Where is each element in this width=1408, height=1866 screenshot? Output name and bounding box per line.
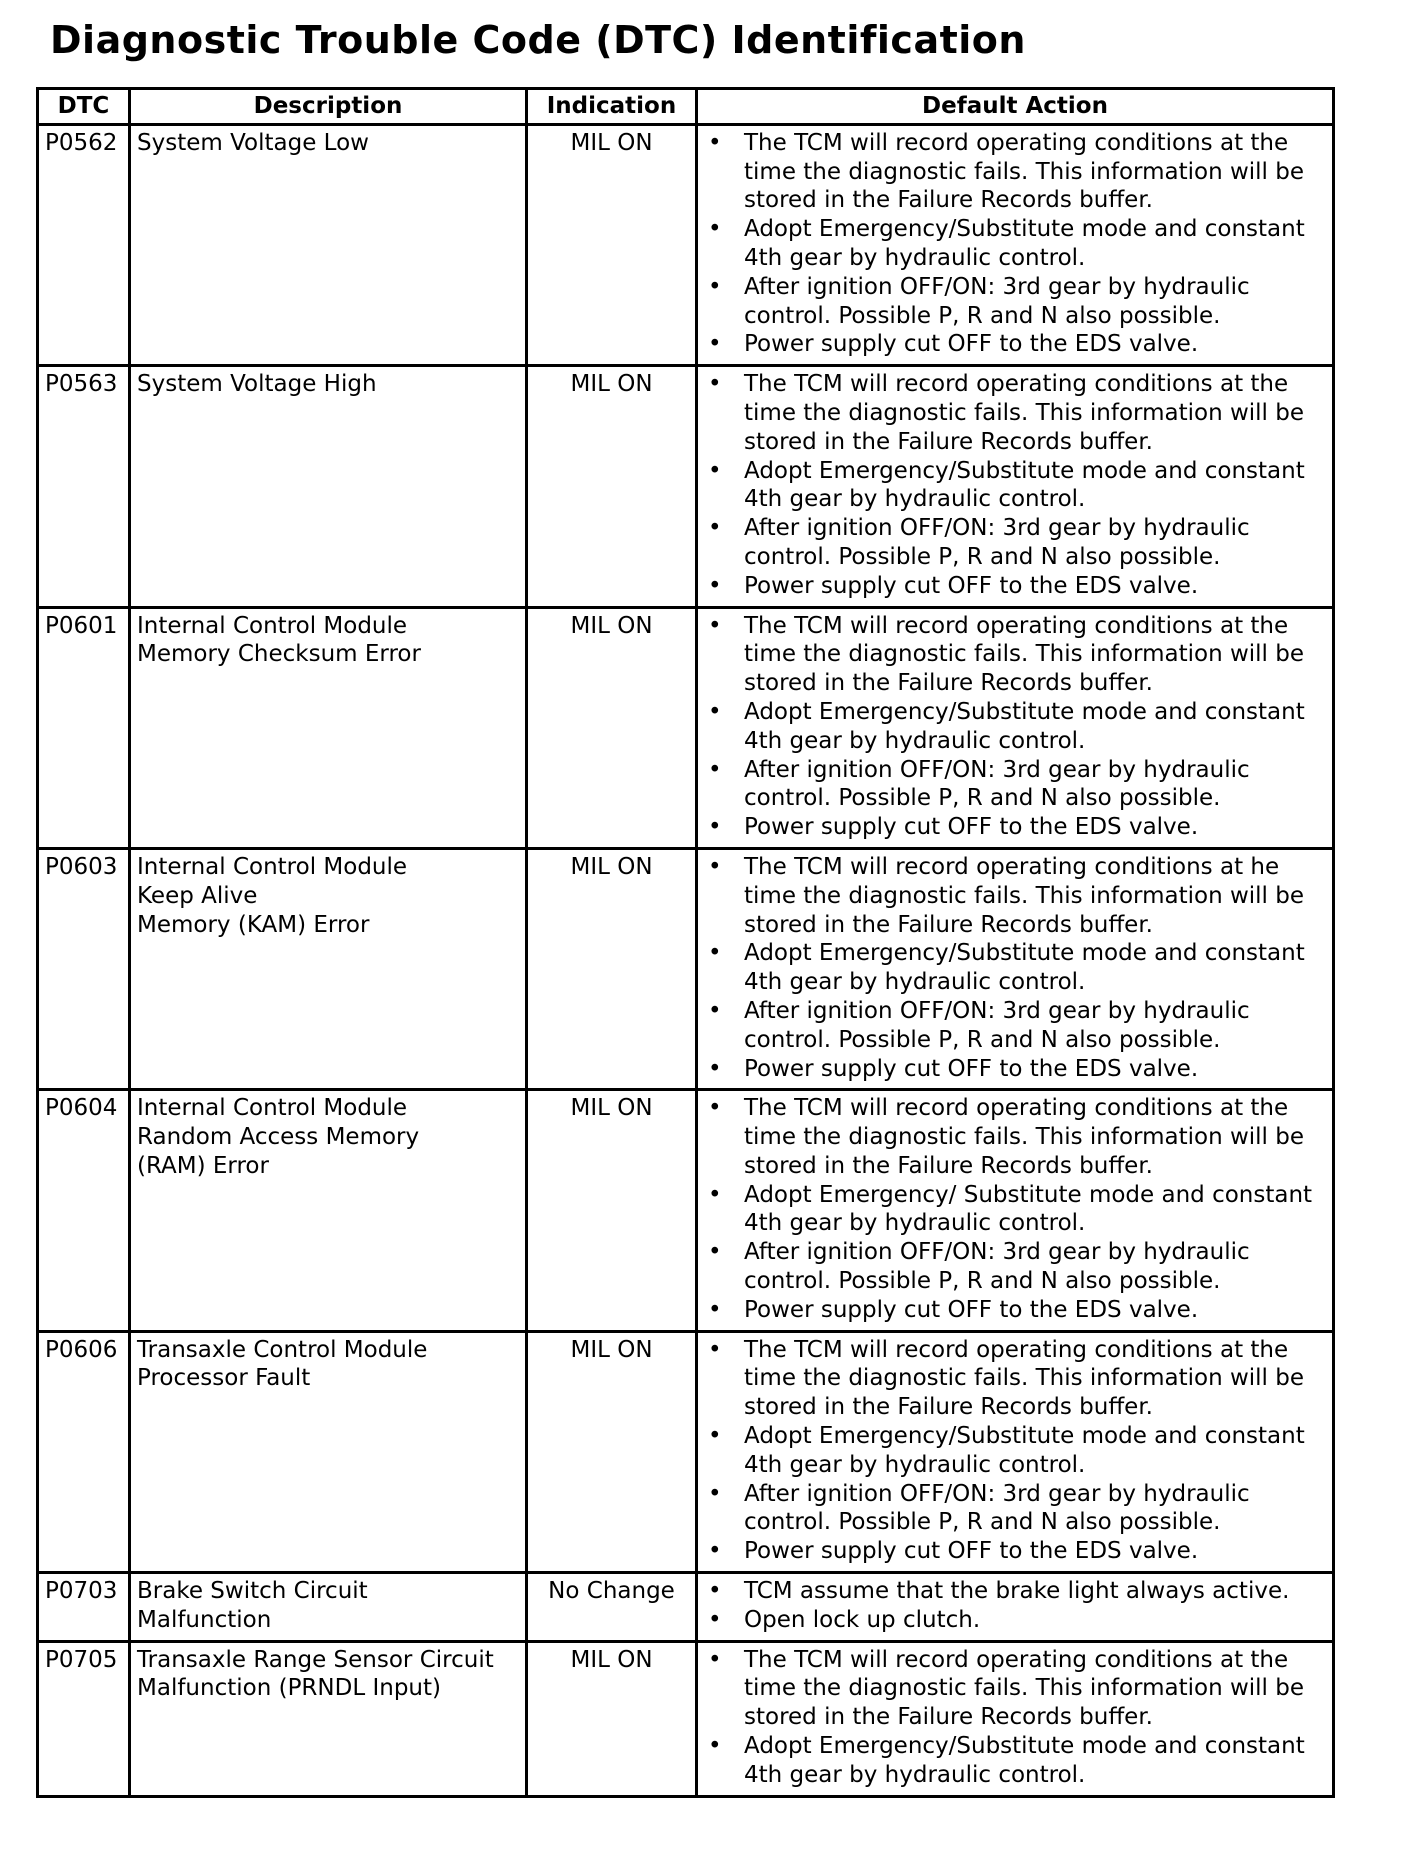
- action-item: [704, 370, 1326, 456]
- dtc-code: P0563: [38, 366, 130, 607]
- action-item: [704, 1336, 1326, 1422]
- description-line: (RAM) Error: [137, 1152, 269, 1179]
- description-line: System Voltage High: [137, 371, 377, 398]
- table-row: [38, 124, 1334, 365]
- action-item: [704, 612, 1326, 698]
- action-text: Adopt Emergency/Substitute mode and constant 4th gear by hydraulic control.: [744, 216, 1305, 271]
- action-text: Power supply cut OFF to the EDS valve.: [744, 814, 1199, 841]
- description-line: Malfunction (PRNDL Input): [137, 1675, 441, 1702]
- page-title: Diagnostic Trouble Code (DTC) Identification: [50, 18, 1026, 62]
- action-item: [704, 1537, 1326, 1566]
- action-item: [704, 813, 1326, 842]
- action-item: [704, 514, 1326, 572]
- header-dtc: DTC: [38, 89, 130, 125]
- action-text: After ignition OFF/ON: 3rd gear by hydraulic control. Possible P, R and N also possible.: [744, 515, 1250, 570]
- description-line: Brake Switch Circuit: [137, 1578, 368, 1605]
- bullet-icon: •: [708, 216, 722, 243]
- dtc-description: [130, 1641, 527, 1796]
- action-item: [704, 273, 1326, 331]
- dtc-indication: MIL ON: [527, 1331, 697, 1572]
- header-indication: Indication: [527, 89, 697, 125]
- bullet-icon: •: [708, 1181, 722, 1208]
- bullet-icon: •: [708, 1336, 722, 1363]
- action-text: Adopt Emergency/Substitute mode and constant 4th gear by hydraulic control.: [744, 457, 1305, 513]
- description-line: Processor Fault: [137, 1365, 311, 1392]
- description-line: Memory (KAM) Error: [137, 911, 370, 938]
- bullet-icon: •: [708, 1480, 722, 1507]
- action-text: Adopt Emergency/Substitute mode and constant 4th gear by hydraulic control.: [744, 698, 1305, 754]
- action-item: [704, 1181, 1326, 1239]
- action-text: After ignition OFF/ON: 3rd gear by hydraulic control. Possible P, R and N also possible.: [744, 1480, 1250, 1536]
- bullet-icon: •: [708, 756, 722, 783]
- bullet-icon: •: [708, 1538, 722, 1565]
- bullet-icon: •: [708, 698, 722, 725]
- action-text: Power supply cut OFF to the EDS valve.: [744, 1538, 1199, 1565]
- bullet-icon: •: [708, 997, 722, 1024]
- action-item: [704, 1577, 1326, 1606]
- bullet-icon: •: [708, 331, 722, 358]
- action-item: [704, 330, 1326, 359]
- bullet-icon: •: [708, 1733, 722, 1760]
- action-item: [704, 853, 1326, 939]
- action-item: [704, 756, 1326, 814]
- description-line: System Voltage Low: [137, 129, 369, 156]
- bullet-icon: •: [708, 1239, 722, 1266]
- action-text: Power supply cut OFF to the EDS valve.: [744, 1296, 1199, 1323]
- dtc-indication: MIL ON: [527, 848, 697, 1089]
- description-line: Random Access Memory: [137, 1124, 420, 1151]
- bullet-icon: •: [708, 572, 722, 599]
- description-line: Memory Checksum Error: [137, 641, 421, 668]
- action-text: Adopt Emergency/Substitute mode and constant 4th gear by hydraulic control.: [744, 1733, 1305, 1788]
- dtc-code: P0601: [38, 607, 130, 848]
- action-text: The TCM will record operating conditions at the time the diagnostic fails. This information will be stored in the Failure Records buffer.: [744, 1336, 1304, 1421]
- action-text: Power supply cut OFF to the EDS valve.: [744, 1055, 1199, 1082]
- table-row: [38, 848, 1334, 1089]
- header-default-action: Default Action: [697, 89, 1334, 125]
- action-item: [704, 939, 1326, 997]
- description-line: Internal Control Module: [137, 1095, 408, 1122]
- action-item: [704, 1732, 1326, 1790]
- dtc-table: [36, 87, 1335, 1798]
- dtc-indication: MIL ON: [527, 366, 697, 607]
- dtc-indication: MIL ON: [527, 607, 697, 848]
- action-text: The TCM will record operating conditions at the time the diagnostic fails. This information will be stored in the Failure Records buffer.: [744, 1646, 1304, 1731]
- header-description: Description: [130, 89, 527, 125]
- action-text: Adopt Emergency/ Substitute mode and constant 4th gear by hydraulic control.: [744, 1181, 1313, 1237]
- table-header: [38, 89, 1334, 125]
- action-item: [704, 129, 1326, 215]
- bullet-icon: •: [708, 273, 722, 300]
- action-text: Adopt Emergency/Substitute mode and constant 4th gear by hydraulic control.: [744, 940, 1305, 996]
- action-list: [704, 370, 1326, 600]
- description-line: Malfunction: [137, 1606, 272, 1633]
- dtc-default-action: [697, 1090, 1334, 1331]
- action-item: [704, 698, 1326, 756]
- dtc-default-action: [697, 1331, 1334, 1572]
- action-item: [704, 457, 1326, 515]
- dtc-description: [130, 124, 527, 365]
- bullet-icon: •: [708, 612, 722, 639]
- dtc-default-action: [697, 607, 1334, 848]
- action-list: [704, 1094, 1326, 1324]
- action-text: After ignition OFF/ON: 3rd gear by hydraulic control. Possible P, R and N also possible.: [744, 273, 1250, 329]
- bullet-icon: •: [708, 814, 722, 841]
- dtc-description: [130, 607, 527, 848]
- action-text: The TCM will record operating conditions at the time the diagnostic fails. This information will be stored in the Failure Records buffer.: [744, 1095, 1304, 1179]
- dtc-description: [130, 1573, 527, 1642]
- dtc-default-action: [697, 366, 1334, 607]
- action-list: [704, 853, 1326, 1083]
- description-line: Internal Control Module: [137, 853, 408, 880]
- action-text: TCM assume that the brake light always active.: [744, 1578, 1290, 1605]
- table-row: [38, 366, 1334, 607]
- bullet-icon: •: [708, 1296, 722, 1323]
- dtc-code: P0606: [38, 1331, 130, 1572]
- action-text: The TCM will record operating conditions at the time the diagnostic fails. This information will be stored in the Failure Records buffer.: [744, 612, 1304, 697]
- dtc-description: [130, 1331, 527, 1572]
- bullet-icon: •: [708, 1578, 722, 1605]
- bullet-icon: •: [708, 515, 722, 542]
- action-item: [704, 1422, 1326, 1480]
- action-item: [704, 1296, 1326, 1325]
- bullet-icon: •: [708, 1646, 722, 1673]
- table-row: [38, 1331, 1334, 1572]
- bullet-icon: •: [708, 940, 722, 967]
- action-list: [704, 1577, 1326, 1635]
- bullet-icon: •: [708, 1606, 722, 1633]
- table-body: [38, 124, 1334, 1796]
- dtc-default-action: [697, 848, 1334, 1089]
- dtc-description: [130, 366, 527, 607]
- dtc-indication: No Change: [527, 1573, 697, 1642]
- action-item: [704, 1094, 1326, 1180]
- description-line: Transaxle Control Module: [137, 1336, 428, 1363]
- action-item: [704, 1480, 1326, 1538]
- dtc-default-action: [697, 1641, 1334, 1796]
- table-row: [38, 1573, 1334, 1642]
- dtc-code: P0604: [38, 1090, 130, 1331]
- table-row: [38, 607, 1334, 848]
- action-item: [704, 1646, 1326, 1732]
- header-row: [38, 89, 1334, 125]
- action-list: [704, 1646, 1326, 1790]
- dtc-code: P0562: [38, 124, 130, 365]
- bullet-icon: •: [708, 1423, 722, 1450]
- dtc-indication: MIL ON: [527, 1641, 697, 1796]
- dtc-code: P0603: [38, 848, 130, 1089]
- dtc-code: P0705: [38, 1641, 130, 1796]
- action-text: After ignition OFF/ON: 3rd gear by hydraulic control. Possible P, R and N also possible.: [744, 997, 1250, 1053]
- bullet-icon: •: [708, 457, 722, 484]
- dtc-default-action: [697, 1573, 1334, 1642]
- description-line: Keep Alive: [137, 882, 258, 909]
- bullet-icon: •: [708, 129, 722, 156]
- bullet-icon: •: [708, 853, 722, 880]
- table-row: [38, 1090, 1334, 1331]
- table-row: [38, 1641, 1334, 1796]
- action-text: After ignition OFF/ON: 3rd gear by hydraulic control. Possible P, R and N also possible.: [744, 756, 1250, 812]
- dtc-code: P0703: [38, 1573, 130, 1642]
- action-text: Power supply cut OFF to the EDS valve.: [744, 572, 1199, 599]
- dtc-description: [130, 848, 527, 1089]
- action-item: [704, 215, 1326, 273]
- bullet-icon: •: [708, 371, 722, 398]
- dtc-indication: MIL ON: [527, 1090, 697, 1331]
- dtc-description: [130, 1090, 527, 1331]
- dtc-indication: MIL ON: [527, 124, 697, 365]
- action-item: [704, 997, 1326, 1055]
- action-text: The TCM will record operating conditions at he time the diagnostic fails. This information will be stored in the Failure Records buffer.: [744, 853, 1304, 938]
- action-text: After ignition OFF/ON: 3rd gear by hydraulic control. Possible P, R and N also possible.: [744, 1239, 1250, 1295]
- action-list: [704, 612, 1326, 842]
- action-text: Open lock up clutch.: [744, 1606, 981, 1633]
- action-text: The TCM will record operating conditions at the time the diagnostic fails. This information will be stored in the Failure Records buffer.: [744, 129, 1304, 214]
- action-list: [704, 129, 1326, 359]
- action-text: Power supply cut OFF to the EDS valve.: [744, 331, 1199, 358]
- action-item: [704, 572, 1326, 601]
- action-text: The TCM will record operating conditions at the time the diagnostic fails. This information will be stored in the Failure Records buffer.: [744, 371, 1304, 455]
- action-item: [704, 1238, 1326, 1296]
- action-item: [704, 1606, 1326, 1635]
- bullet-icon: •: [708, 1055, 722, 1082]
- bullet-icon: •: [708, 1095, 722, 1122]
- action-text: Adopt Emergency/Substitute mode and constant 4th gear by hydraulic control.: [744, 1423, 1305, 1478]
- description-line: Transaxle Range Sensor Circuit: [137, 1646, 494, 1673]
- description-line: Internal Control Module: [137, 612, 408, 639]
- action-list: [704, 1336, 1326, 1566]
- action-item: [704, 1055, 1326, 1084]
- dtc-default-action: [697, 124, 1334, 365]
